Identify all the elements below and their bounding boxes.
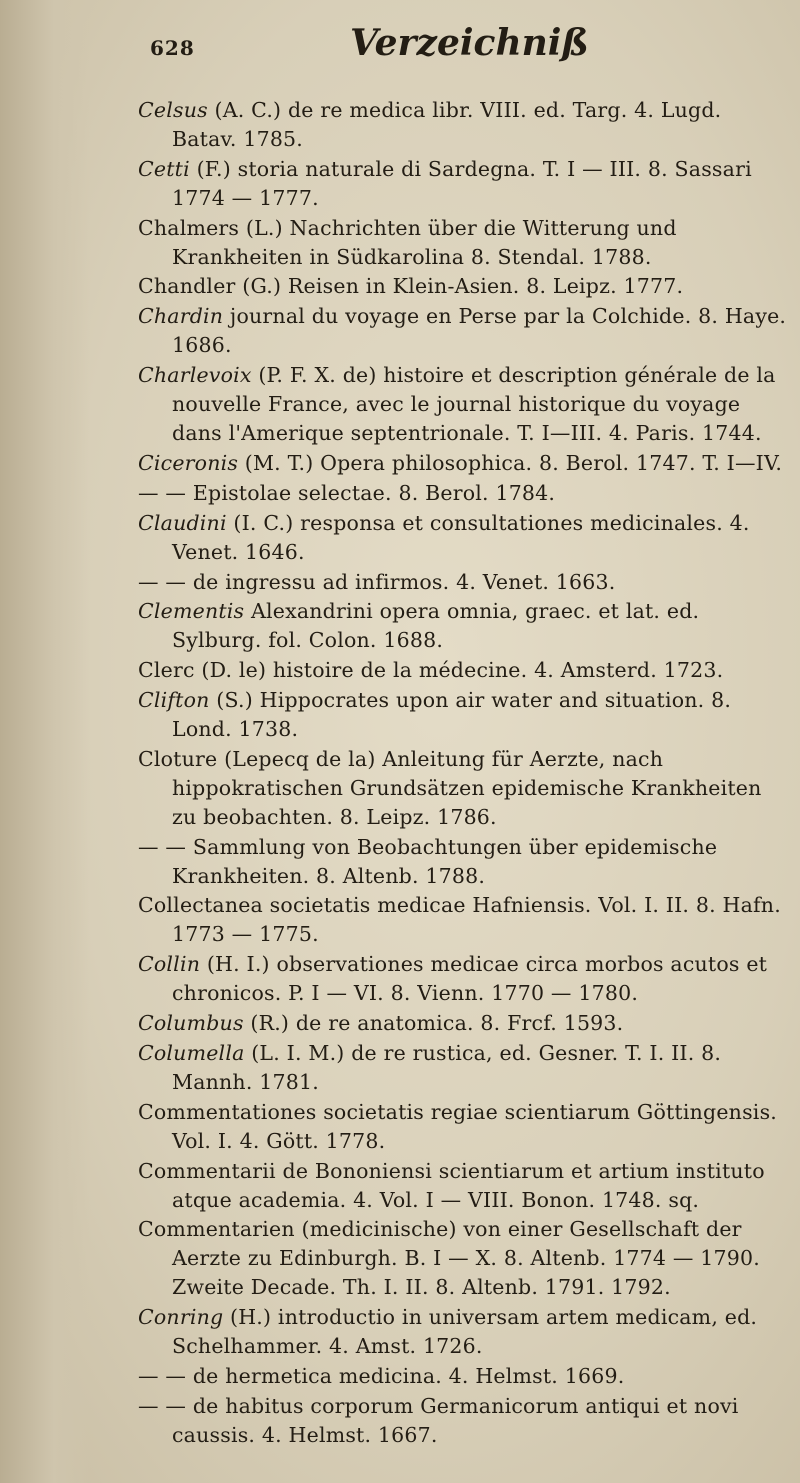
bibliography-entry	[138, 214, 788, 272]
entry-text: (M. T.) Opera philosophica. 8. Berol. 1747. T. I—IV.	[238, 450, 783, 475]
bibliography-entry	[138, 950, 788, 1008]
bibliography-entry	[138, 1215, 788, 1302]
entry-text: — — de habitus corporum Germanicorum antiqui et novi caussis. 4. Helmst. 1667.	[138, 1393, 739, 1447]
entry-text: (H.) introductio in universam artem medicam, ed. Schelhammer. 4. Amst. 1726.	[172, 1305, 758, 1359]
entry-author: Conring	[138, 1305, 224, 1330]
bibliography-entry	[138, 479, 788, 508]
entry-text: Commentarii de Bononiensi scientiarum et artium instituto atque academia. 4. Vol. I — VIII. Bonon. 1748. sq.	[138, 1158, 765, 1212]
entry-text: Collectanea societatis medicae Hafniensis. Vol. I. II. 8. Hafn. 1773 — 1775.	[138, 893, 781, 947]
bibliography-entry	[138, 833, 788, 891]
page-number: 628	[150, 36, 195, 60]
bibliography-entry	[138, 1098, 788, 1156]
entry-author: Cetti	[138, 156, 190, 181]
bibliography-entry	[138, 1009, 788, 1038]
entry-text: (L. I. M.) de re rustica, ed. Gesner. T. I. II. 8. Mannh. 1781.	[172, 1041, 722, 1094]
bibliography-entry	[138, 656, 788, 685]
entry-text: (I. C.) responsa et consultationes medicinales. 4. Venet. 1646.	[172, 510, 750, 564]
page-gutter-shadow	[0, 0, 90, 1483]
entry-text: — — Epistolae selectae. 8. Berol. 1784.	[138, 480, 556, 505]
entry-author: Columbus	[138, 1011, 244, 1036]
bibliography-entry	[138, 1039, 788, 1097]
bibliography-entry	[138, 509, 788, 567]
bibliography-entry	[138, 155, 788, 213]
bibliography-entry	[138, 449, 788, 478]
entry-author: Clementis	[138, 599, 245, 624]
bibliography-entry	[138, 302, 788, 360]
entry-text: Commentationes societatis regiae scientiarum Göttingensis. Vol. I. 4. Gött. 1778.	[138, 1099, 778, 1153]
entry-text: Commentarien (medicinische) von einer Gesellschaft der Aerzte zu Edinburgh. B. I — X. 8. Altenb. 1774 — 1790. Zweite Decade. Th. I. II. 8. Altenb. 1791. 1792.	[138, 1217, 760, 1300]
entry-text: — — de ingressu ad infirmos. 4. Venet. 1663.	[138, 569, 616, 594]
entry-text: Clerc (D. le) histoire de la médecine. 4. Amsterd. 1723.	[138, 658, 724, 683]
entry-text: — — Sammlung von Beobachtungen über epidemische Krankheiten. 8. Altenb. 1788.	[138, 834, 718, 888]
entry-author: Clifton	[138, 688, 210, 713]
entry-author: Ciceronis	[138, 450, 239, 475]
bibliography-entry	[138, 272, 788, 301]
bibliography-entry	[138, 96, 788, 154]
entry-text: Cloture (Lepecq de la) Anleitung für Aerzte, nach hippokratischen Grundsätzen epidemische Krankheiten zu beobachten. 8. Leipz. 1786.	[138, 746, 762, 829]
entry-text: Chandler (G.) Reisen in Klein-Asien. 8. Leipz. 1777.	[138, 274, 684, 299]
bibliography-entry	[138, 686, 788, 744]
entry-author: Collin	[138, 952, 201, 977]
running-title: Verzeichniß	[350, 22, 589, 64]
entry-text: journal du voyage en Perse par la Colchide. 8. Haye. 1686.	[172, 304, 787, 358]
entry-text: (S.) Hippocrates upon air water and situation. 8. Lond. 1738.	[172, 688, 732, 742]
bibliography-entry	[138, 745, 788, 832]
entry-text: (R.) de re anatomica. 8. Frcf. 1593.	[243, 1011, 624, 1036]
bibliography-entry	[138, 1303, 788, 1361]
page-header	[150, 8, 710, 68]
entry-author: Celsus	[138, 98, 208, 122]
entry-text: — — de hermetica medicina. 4. Helmst. 1669.	[138, 1363, 625, 1388]
bibliography-entry	[138, 1157, 788, 1215]
entry-text: Alexandrini opera omnia, graec. et lat. ed. Sylburg. fol. Colon. 1688.	[172, 599, 700, 653]
entry-author: Claudini	[138, 510, 227, 535]
bibliography-entry	[138, 891, 788, 949]
bibliography-entry	[138, 1362, 788, 1391]
bibliography-entry	[138, 361, 788, 448]
bibliography-list	[138, 96, 788, 1451]
entry-text: Chalmers (L.) Nachrichten über die Witterung und Krankheiten in Südkarolina 8. Stendal. 1788.	[138, 215, 677, 269]
bibliography-entry	[138, 1392, 788, 1450]
entry-author: Chardin	[138, 304, 224, 329]
bibliography-entry	[138, 597, 788, 655]
entry-text: (H. I.) observationes medicae circa morbos acutos et chronicos. P. I — VI. 8. Vienn. 1770 — 1780.	[172, 952, 768, 1006]
entry-text: (A. C.) de re medica libr. VIII. ed. Targ. 4. Lugd. Batav. 1785.	[172, 98, 722, 151]
bibliography-entry	[138, 568, 788, 597]
entry-text: (F.) storia naturale di Sardegna. T. I — III. 8. Sassari 1774 — 1777.	[172, 156, 752, 210]
entry-author: Columella	[138, 1041, 245, 1065]
entry-text: (P. F. X. de) histoire et description générale de la nouvelle France, avec le journal historique du voyage dans l'Amerique septentrionale. T. I—III. 4. Paris. 1744.	[172, 363, 776, 445]
entry-author: Charlevoix	[138, 363, 252, 388]
